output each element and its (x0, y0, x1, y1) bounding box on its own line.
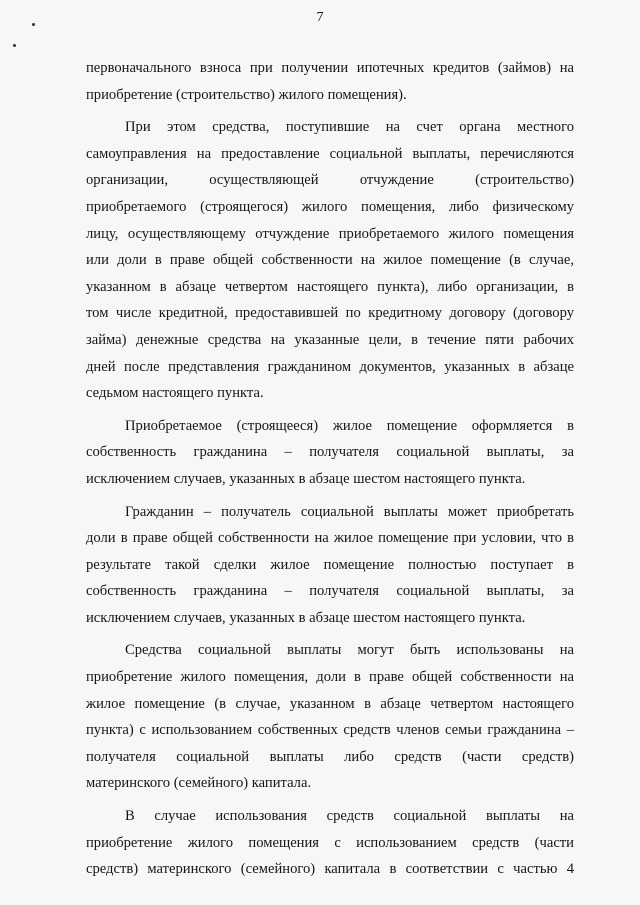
text-line: первоначального взноса при получении ипотечных кредитов (займов) на (86, 60, 574, 76)
text-line: приобретение (строительство) жилого помещения). (86, 86, 407, 103)
text-line: получателя социальной выплаты либо средств (части средств) (86, 748, 574, 765)
text-line: жилое помещение (в случае, указанном в абзаце четвертом настоящего (86, 695, 574, 712)
text-line: лицу, осуществляющему отчуждение приобретаемого жилого помещения (86, 225, 574, 242)
document-body (86, 55, 574, 883)
paragraph (86, 55, 574, 108)
text-line: исключением случаев, указанных в абзаце шестом настоящего пункта. (86, 470, 526, 487)
text-line: собственность гражданина – получателя социальной выплаты, за (86, 583, 574, 600)
paragraph (86, 499, 574, 632)
text-line: указанном в абзаце четвертом настоящего пункта), либо организации, в (86, 278, 574, 295)
scan-speck (32, 23, 35, 26)
page-number: 7 (316, 10, 324, 25)
text-line: доли в праве общей собственности на жилое помещение при условии, что в (86, 530, 574, 547)
text-line: материнского (семейного) капитала. (86, 775, 312, 792)
text-line: приобретаемого (строящегося) жилого помещения, либо физическому (86, 198, 574, 215)
paragraph (86, 413, 574, 493)
text-line: В случае использования средств социальной выплаты на (125, 808, 574, 825)
text-line: организации, осуществляющей отчуждение (строительство) (86, 172, 574, 189)
scan-speck (13, 44, 16, 47)
text-line: том числе кредитной, предоставившей по кредитному договору (договору (86, 305, 574, 322)
text-line: самоуправления на предоставление социальной выплаты, перечисляются (86, 145, 574, 162)
paragraph (86, 114, 574, 407)
text-line: седьмом настоящего пункта. (86, 385, 264, 402)
paragraph (86, 803, 574, 883)
text-line: Приобретаемое (строящееся) жилое помещение оформляется в (125, 417, 574, 434)
text-line: При этом средства, поступившие на счет органа местного (125, 119, 574, 136)
text-line: приобретение жилого помещения с использованием средств (части (86, 834, 574, 851)
text-line: исключением случаев, указанных в абзаце шестом настоящего пункта. (86, 609, 526, 626)
text-line: или доли в праве общей собственности на жилое помещение (в случае, (86, 252, 574, 269)
text-line: результате такой сделки жилое помещение полностью поступает в (86, 556, 574, 573)
text-line: Гражданин – получатель социальной выплаты может приобретать (125, 503, 574, 520)
text-line: дней после представления гражданином документов, указанных в абзаце (86, 358, 574, 375)
text-line: средств) материнского (семейного) капитала в соответствии с частью 4 (86, 861, 574, 878)
paragraph (86, 637, 574, 797)
text-line: Средства социальной выплаты могут быть использованы на (125, 642, 574, 659)
text-line: пункта) с использованием собственных средств членов семьи гражданина – (86, 722, 574, 739)
text-line: собственность гражданина – получателя социальной выплаты, за (86, 444, 574, 461)
text-line: приобретение жилого помещения, доли в праве общей собственности на (86, 669, 574, 686)
text-line: займа) денежные средства на указанные цели, в течение пяти рабочих (86, 331, 574, 348)
